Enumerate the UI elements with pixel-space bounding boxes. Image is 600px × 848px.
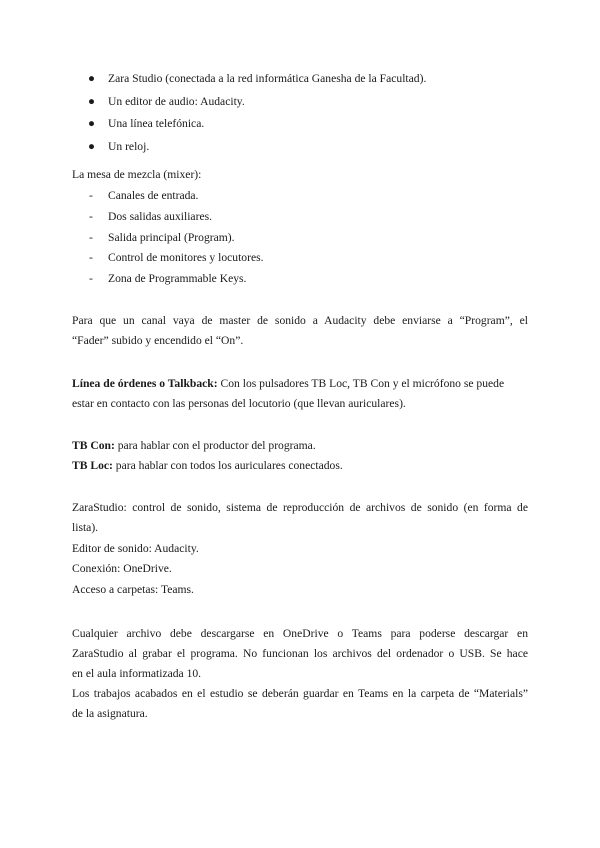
list-item: - Canales de entrada. [72,186,528,207]
list-item: ● Una línea telefónica. [72,114,528,137]
list-item: ● Un editor de audio: Audacity. [72,92,528,115]
list-item: - Salida principal (Program). [72,228,528,249]
tb-loc-line: TB Loc: para hablar con todos los auriculares conectados. [72,459,343,472]
talkback-paragraph: Línea de órdenes o Talkback: Con los pulsadores TB Loc, TB Con y el micrófono se puede estar en contacto con las personas del locutorio (que llevan auriculares). [72,377,505,410]
list-item: - Dos salidas auxiliares. [72,207,528,228]
dash-marker: - [89,251,93,265]
bullet-icon: ● [88,94,96,108]
dash-marker: - [89,189,93,202]
list-item: - Control de monitores y locutores. [72,248,528,269]
tb-definitions [72,436,528,476]
bullet-icon: ● [88,139,96,153]
talkback-label: Línea de órdenes o Talkback: [72,377,218,390]
mixer-list [72,186,528,290]
bullet-icon: ● [88,72,96,85]
list-item: - Zona de Programmable Keys. [72,269,528,290]
equipment-list [72,69,528,159]
mixer-heading: La mesa de mezcla (mixer): [72,168,202,181]
dash-marker: - [89,209,93,223]
bullet-icon: ● [88,117,96,130]
dash-marker: - [89,230,93,244]
program-paragraph: Para que un canal vaya de master de sonido a Audacity debe enviarse a “Program”, el “Fader” subido y encendido el “On”. [72,314,528,347]
zarastudio-paragraph: ZaraStudio: control de sonido, sistema de reproducción de archivos de sonido (en forma de lista). Editor de sonido: Audacity. Conexión: OneDrive. Acceso a carpetas: Teams. [72,501,528,596]
dash-marker: - [89,272,93,286]
tb-con-line: TB Con: para hablar con el productor del programa. [72,439,316,452]
files-paragraph: Cualquier archivo debe descargarse en OneDrive o Teams para poderse descargar en ZaraStudio al grabar el programa. No funcionan los archivos del ordenador o USB. Se hace en el aula informatizada 10. Los trabajos acabados en el estudio se deberán guardar en Teams en la carpeta de “Materials” de la asignatura. [72,627,528,720]
list-item: ● Zara Studio (conectada a la red informática Ganesha de la Facultad). [72,69,528,92]
list-item: ● Un reloj. [72,137,528,160]
